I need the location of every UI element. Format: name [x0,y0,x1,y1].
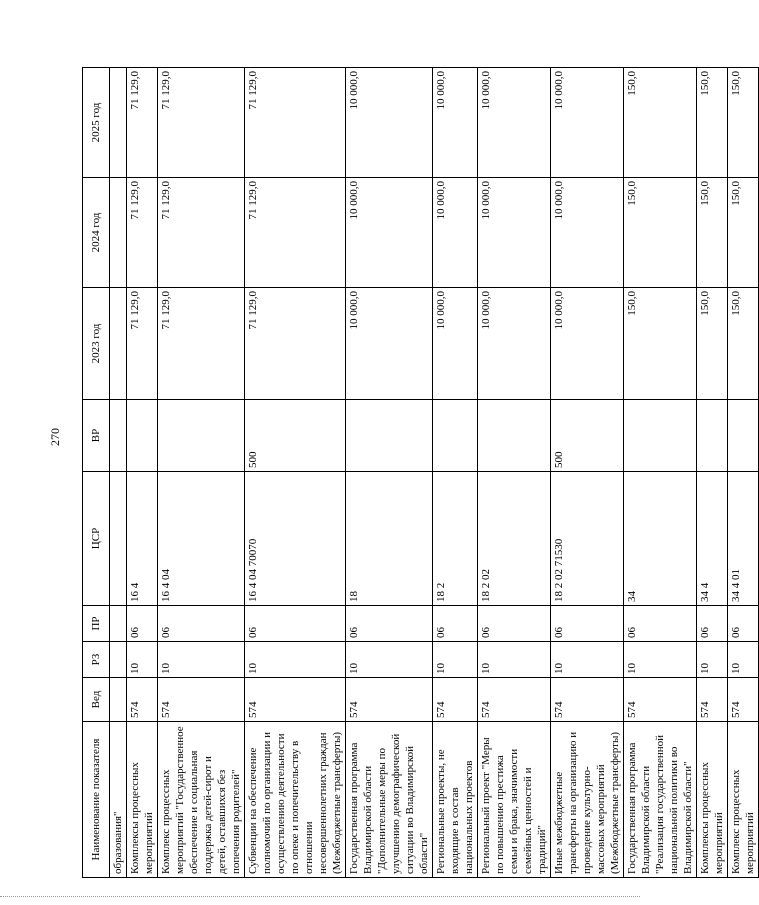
rotated-budget-table-page [82,68,756,878]
header-vr: ВР [83,400,110,472]
cell-name: Иные межбюджетные трансферты на организацию и проведение культурно-массовых мероприятий (Межбюджетные трансферты) [551,722,624,878]
cell-vr [433,400,478,472]
table-row [478,68,551,878]
page-number: 270 [48,428,62,446]
cell-name: Государственная программа Владимирской области "Дополнительные меры по улучшению демографической ситуации во Владимирской области" [346,722,433,878]
cell-pr: 06 [697,606,728,642]
cell-pr: 06 [478,606,551,642]
cell-ved: 574 [245,678,346,722]
cell-y2024: 10 000,0 [433,178,478,288]
cell-csr [110,472,127,606]
cell-csr: 16 4 [127,472,158,606]
cell-name: Региональный проект "Меры по повышению престижа семьи и брака, значимости семейных ценностей и традиций" [478,722,551,878]
cell-y2024 [110,178,127,288]
cell-csr: 34 [624,472,697,606]
cell-pr: 06 [728,606,759,642]
cell-y2025: 71 129,0 [127,68,158,178]
cell-y2025: 10 000,0 [346,68,433,178]
cell-ved: 574 [158,678,245,722]
cell-y2023: 150,0 [624,288,697,400]
cell-name: образования" [110,722,127,878]
cell-ved: 574 [478,678,551,722]
header-2024: 2024 год [83,178,110,288]
cell-name: Комплекс процессных мероприятий "Государственное обеспечение и социальная поддержка детей-сирот и детей, оставшихся без попечения родителей" [158,722,245,878]
cell-y2023: 150,0 [728,288,759,400]
cell-csr: 16 4 04 70070 [245,472,346,606]
cell-rz: 10 [697,642,728,678]
table-row [346,68,433,878]
cell-y2024: 71 129,0 [245,178,346,288]
cell-y2023 [110,288,127,400]
cell-csr: 18 2 02 71530 [551,472,624,606]
cell-ved [110,678,127,722]
cell-rz: 10 [127,642,158,678]
header-rz: РЗ [83,642,110,678]
cell-y2023: 10 000,0 [551,288,624,400]
cell-vr [127,400,158,472]
cell-ved: 574 [127,678,158,722]
cell-pr: 06 [346,606,433,642]
header-name: Наименование показателя [83,722,110,878]
cell-y2025: 71 129,0 [158,68,245,178]
cell-csr: 34 4 01 [728,472,759,606]
cell-ved: 574 [697,678,728,722]
cell-y2025 [110,68,127,178]
cell-y2025: 150,0 [697,68,728,178]
header-csr: ЦСР [83,472,110,606]
cell-csr: 34 4 [697,472,728,606]
cell-y2025: 150,0 [728,68,759,178]
cell-y2024: 150,0 [624,178,697,288]
cell-csr: 18 2 02 [478,472,551,606]
cell-ved: 574 [346,678,433,722]
cell-y2024: 10 000,0 [346,178,433,288]
cell-pr: 06 [624,606,697,642]
cell-y2024: 150,0 [697,178,728,288]
header-2023: 2023 год [83,288,110,400]
table-row [158,68,245,878]
cell-rz [110,642,127,678]
cell-vr: 500 [245,400,346,472]
cell-y2023: 71 129,0 [127,288,158,400]
cell-pr: 06 [551,606,624,642]
header-pr: ПР [83,606,110,642]
cell-y2023: 71 129,0 [245,288,346,400]
table-row [624,68,697,878]
cell-y2023: 71 129,0 [158,288,245,400]
cell-y2024: 10 000,0 [478,178,551,288]
cell-y2024: 71 129,0 [158,178,245,288]
cell-y2024: 71 129,0 [127,178,158,288]
cell-y2024: 10 000,0 [551,178,624,288]
cell-y2025: 10 000,0 [478,68,551,178]
cell-pr: 06 [433,606,478,642]
cell-y2025: 71 129,0 [245,68,346,178]
cell-pr: 06 [158,606,245,642]
table-row [697,68,728,878]
cell-rz: 10 [551,642,624,678]
cell-name: Комплексы процессных мероприятий [127,722,158,878]
cell-name: Региональные проекты, не входящие в состав национальных проектов [433,722,478,878]
cell-csr: 18 [346,472,433,606]
table-row [110,68,127,878]
table-row [245,68,346,878]
scan-edge-line [0,896,640,897]
cell-vr [728,400,759,472]
cell-ved: 574 [728,678,759,722]
cell-ved: 574 [433,678,478,722]
cell-rz: 10 [478,642,551,678]
cell-pr: 06 [245,606,346,642]
cell-ved: 574 [624,678,697,722]
cell-vr [478,400,551,472]
cell-y2024: 150,0 [728,178,759,288]
cell-vr [346,400,433,472]
cell-rz: 10 [728,642,759,678]
table-row [127,68,158,878]
cell-name: Субвенции на обеспечение полномочий по организации и осуществлению деятельности по опеке и попечительству в отношении несовершеннолетних граждан (Межбюджетные трансферты) [245,722,346,878]
table-row [433,68,478,878]
cell-vr [158,400,245,472]
cell-vr: 500 [551,400,624,472]
table-row [551,68,624,878]
cell-y2023: 10 000,0 [346,288,433,400]
cell-pr [110,606,127,642]
cell-name: Комплекс процессных мероприятий [728,722,759,878]
cell-vr [624,400,697,472]
cell-rz: 10 [624,642,697,678]
cell-y2025: 10 000,0 [433,68,478,178]
header-2025: 2025 год [83,68,110,178]
cell-rz: 10 [346,642,433,678]
cell-pr: 06 [127,606,158,642]
cell-y2023: 10 000,0 [433,288,478,400]
cell-ved: 574 [551,678,624,722]
table-header-row [83,68,110,878]
header-ved: Вед [83,678,110,722]
budget-table [82,67,759,878]
cell-rz: 10 [158,642,245,678]
cell-vr [110,400,127,472]
table-row [728,68,759,878]
cell-name: Государственная программа Владимирской области "Реализация государственной национальной политики во Владимирской области" [624,722,697,878]
cell-y2025: 10 000,0 [551,68,624,178]
cell-vr [697,400,728,472]
cell-y2023: 10 000,0 [478,288,551,400]
cell-csr: 18 2 [433,472,478,606]
cell-rz: 10 [245,642,346,678]
cell-csr: 16 4 04 [158,472,245,606]
cell-y2025: 150,0 [624,68,697,178]
cell-rz: 10 [433,642,478,678]
cell-y2023: 150,0 [697,288,728,400]
cell-name: Комплексы процессных мероприятий [697,722,728,878]
